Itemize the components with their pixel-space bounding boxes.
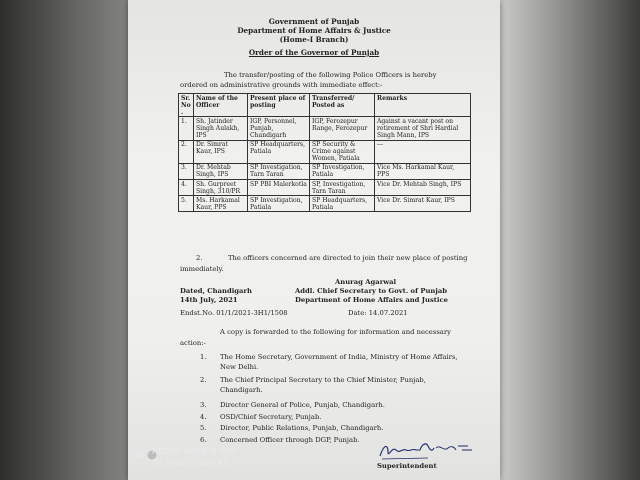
camera-type-text: MI DUAL CAMERA: [152, 459, 230, 468]
cell-officer-name: Dr. Mehtab Singh, IPS: [194, 163, 248, 179]
header-present-posting: Present place of posting: [248, 94, 310, 117]
intro-line-2: ordered on administrative grounds with immediate effect:-: [180, 81, 383, 89]
cell-present-posting: IGP, Personnel, Punjab, Chandigarh: [248, 117, 310, 140]
table-row: [179, 180, 471, 196]
cell-sr-no: 1.: [179, 117, 194, 140]
cell-present-posting: SP Headquarters, Patiala: [248, 140, 310, 163]
handwritten-signature: [376, 438, 476, 464]
signatory-designation: Addl. Chief Secretary to Govt. of Punjab: [295, 287, 447, 295]
endorsement-date: Date: 14.07.2021: [348, 309, 408, 317]
cell-remarks: Vice Dr. Mehtab Singh, IPS: [375, 180, 471, 196]
officers-table: [178, 93, 471, 212]
header-sr-no: Sr. No.: [179, 94, 194, 117]
table-row: [179, 196, 471, 212]
cell-sr-no: 4.: [179, 180, 194, 196]
cell-transferred-to: SP, Investigation, Tarn Taran: [310, 180, 375, 196]
camera-model-text: REDMI NOTE 6 PRO: [152, 447, 238, 456]
cell-transferred-to: SP Headquarters, Patiala: [310, 196, 375, 212]
cell-remarks: Vice Dr. Simrat Kaur, IPS: [375, 196, 471, 212]
copy-item-number: 4.: [200, 413, 207, 421]
header-remarks: Remarks: [375, 94, 471, 117]
cell-present-posting: SP Investigation, Tarn Taran: [248, 163, 310, 179]
signatory-department: Department of Home Affairs and Justice: [295, 296, 448, 304]
cell-transferred-to: IGP, Ferozepur Range, Ferozepur: [310, 117, 375, 140]
background-right: [500, 0, 640, 480]
cell-officer-name: Dr. Simrat Kaur, IPS: [194, 140, 248, 163]
copy-item-text: Concerned Officer through DGP, Punjab.: [220, 436, 360, 444]
cell-remarks: Vice Ms. Harkamal Kaur, PPS: [375, 163, 471, 179]
copy-item-text-cont: New Delhi.: [220, 363, 259, 371]
copy-item-text-cont: Chandigarh.: [220, 386, 263, 394]
header-government: Government of Punjab: [268, 17, 360, 26]
copy-item-number: 2.: [200, 376, 207, 384]
document-page: [128, 0, 500, 480]
intro-line-1: The transfer/posting of the following Police Officers is hereby: [224, 71, 437, 79]
table-header-row: [179, 94, 471, 117]
para2-number: 2.: [196, 254, 203, 262]
table-row: [179, 140, 471, 163]
copy-item-text: The Home Secretary, Government of India, Ministry of Home Affairs,: [220, 353, 458, 361]
table-row: [179, 163, 471, 179]
copy-item-text: Director, Public Relations, Punjab, Chandigarh.: [220, 424, 384, 432]
copy-item-number: 3.: [200, 401, 207, 409]
superintendent-label: Superintendent: [377, 462, 437, 470]
copy-item-number: 6.: [200, 436, 207, 444]
background-left: [0, 0, 140, 480]
table-row: [179, 117, 471, 140]
cell-remarks: ---: [375, 140, 471, 163]
cell-present-posting: SP PBI Malerkotla: [248, 180, 310, 196]
camera-watermark: [152, 446, 238, 470]
cell-present-posting: SP Investigation, Patiala: [248, 196, 310, 212]
copy-item-text: OSD/Chief Secretary, Punjab.: [220, 413, 322, 421]
para2-line-1: The officers concerned are directed to join their new place of posting: [228, 254, 468, 262]
dated-date: 14th July, 2021: [180, 296, 238, 304]
copy-item-number: 5.: [200, 424, 207, 432]
endorsement-line-2: action:-: [180, 339, 206, 347]
cell-officer-name: Sh. Jatinder Singh Aulakh, IPS: [194, 117, 248, 140]
cell-officer-name: Sh. Gurpreet Singh, 310/PR: [194, 180, 248, 196]
cell-sr-no: 2.: [179, 140, 194, 163]
header-branch: (Home-I Branch): [279, 35, 349, 44]
signatory-name: Anurag Agarwal: [335, 278, 397, 286]
header-officer-name: Name of the Officer: [194, 94, 248, 117]
copy-item-text: The Chief Principal Secretary to the Chief Minister, Punjab,: [220, 376, 426, 384]
endorsement-number: Endst.No. 01/1/2021-3H1/1508: [180, 309, 288, 317]
para2-line-2: immediately.: [180, 265, 224, 273]
order-title: Order of the Governor of Punjab: [248, 48, 380, 57]
endorsement-line-1: A copy is forwarded to the following for information and necessary: [220, 328, 451, 336]
cell-transferred-to: SP Security & Crime against Women, Patiala: [310, 140, 375, 163]
cell-officer-name: Ms. Harkamal Kaur, PPS: [194, 196, 248, 212]
header-department: Department of Home Affairs & Justice: [237, 26, 391, 35]
header-transferred-to: Transferred/ Posted as: [310, 94, 375, 117]
dated-place: Dated, Chandigarh: [180, 287, 252, 295]
cell-remarks: Against a vacant post on retirement of Shri Hardial Singh Mann, IPS: [375, 117, 471, 140]
copy-item-text: Director General of Police, Punjab, Chandigarh.: [220, 401, 385, 409]
cell-sr-no: 5.: [179, 196, 194, 212]
copy-item-number: 1.: [200, 353, 207, 361]
cell-transferred-to: SP Investigation, Patiala: [310, 163, 375, 179]
cell-sr-no: 3.: [179, 163, 194, 179]
